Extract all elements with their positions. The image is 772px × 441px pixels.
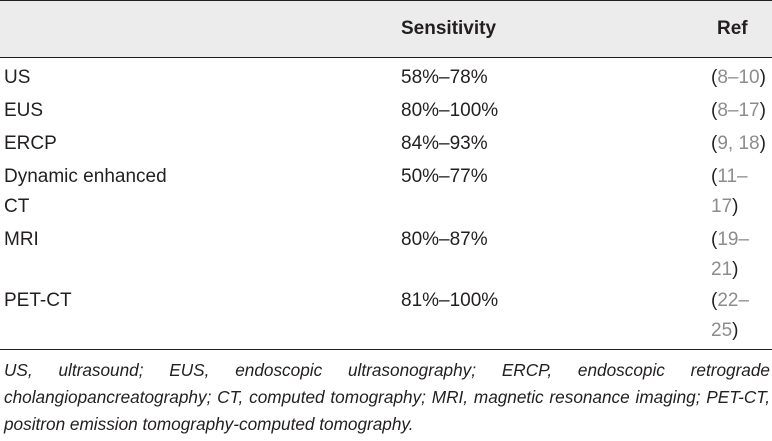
cell-modality: ERCP: [4, 133, 57, 154]
header-ref: Ref: [717, 18, 748, 39]
cell-modality-line2: CT: [4, 196, 30, 217]
cell-modality: US: [4, 67, 31, 88]
cell-ref: [711, 61, 766, 94]
cell-ref: [711, 284, 749, 317]
cell-ref: [711, 94, 766, 127]
cell-sensitivity: 50%–77%: [401, 166, 488, 187]
header-bottom-rule: [0, 57, 772, 58]
cell-ref: [711, 127, 766, 160]
ref-citation-link[interactable]: 21: [711, 259, 733, 280]
header-sensitivity: Sensitivity: [401, 18, 497, 39]
ref-close-paren: ): [732, 259, 739, 280]
ref-close-paren: ): [759, 67, 766, 88]
cell-ref-line2: [711, 314, 738, 347]
cell-ref: [711, 223, 749, 256]
table-footnote: US, ultrasound; EUS, endoscopic ultrasonography; ERCP, endoscopic retrograde cholangiopancreatography; CT, computed tomography; MRI, magnetic resonance imaging; PET-CT, positron emission tomography-computed tomography.: [4, 360, 770, 434]
ref-open-paren: (: [711, 229, 718, 250]
ref-citation-link[interactable]: 8–10: [717, 67, 760, 88]
cell-modality: Dynamic enhanced: [4, 166, 167, 187]
table-header-band: [0, 0, 772, 57]
cell-sensitivity: 80%–100%: [401, 100, 499, 121]
cell-sensitivity: 80%–87%: [401, 229, 488, 250]
ref-citation-link[interactable]: 19–: [717, 229, 750, 250]
cell-ref-line2: [711, 190, 738, 223]
ref-close-paren: ): [732, 320, 739, 341]
ref-open-paren: (: [711, 290, 718, 311]
cell-sensitivity: 84%–93%: [401, 133, 488, 154]
cell-modality: EUS: [4, 100, 44, 121]
ref-open-paren: (: [711, 67, 718, 88]
top-rule: [0, 0, 772, 1]
cell-ref: [711, 160, 748, 193]
ref-citation-link[interactable]: 8–17: [717, 100, 760, 121]
cell-ref-line2: [711, 253, 738, 286]
ref-close-paren: ): [732, 196, 739, 217]
cell-sensitivity: 81%–100%: [401, 290, 499, 311]
ref-citation-link[interactable]: 22–: [717, 290, 750, 311]
cell-sensitivity: 58%–78%: [401, 67, 488, 88]
bottom-rule: [0, 349, 772, 350]
ref-open-paren: (: [711, 166, 718, 187]
ref-close-paren: ): [759, 100, 766, 121]
ref-citation-link[interactable]: 17: [711, 196, 733, 217]
ref-citation-link[interactable]: 9, 18: [717, 133, 760, 154]
ref-close-paren: ): [759, 133, 766, 154]
ref-open-paren: (: [711, 100, 718, 121]
ref-open-paren: (: [711, 133, 718, 154]
ref-citation-link[interactable]: 11–: [717, 166, 748, 187]
cell-modality: PET-CT: [4, 290, 72, 311]
cell-modality: MRI: [4, 229, 39, 250]
ref-citation-link[interactable]: 25: [711, 320, 733, 341]
